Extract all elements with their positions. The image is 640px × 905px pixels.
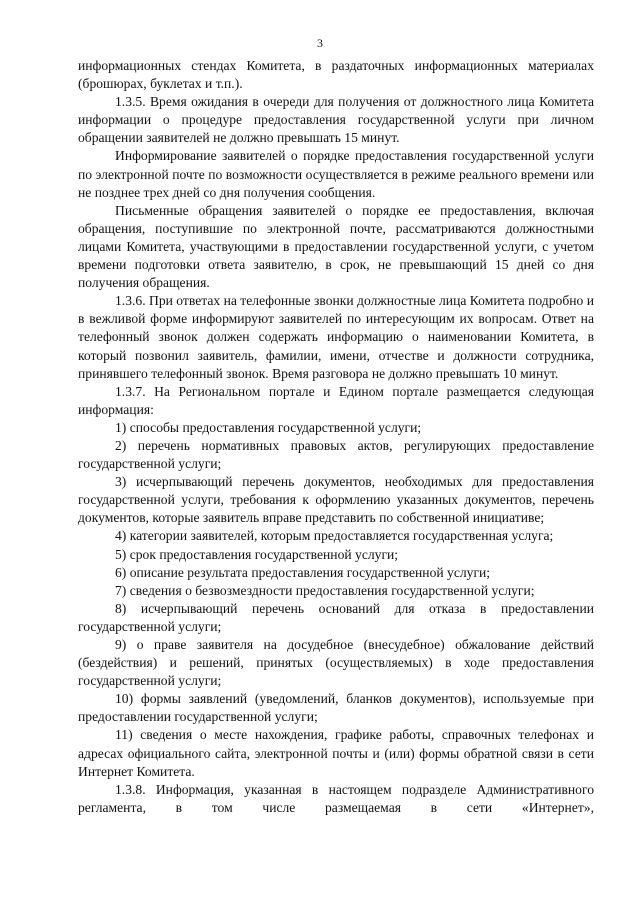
list-item-4: 4) категории заявителей, которым предоставляется государственная услуга; (115, 528, 554, 544)
list-item-1: 1) способы предоставления государственной услуги; (115, 419, 422, 435)
paragraph-1-3-8: 1.3.8. Информация, указанная в настоящем подразделе Административного регламента, в том числе размещаемая в сети «Интернет», (78, 781, 594, 815)
list-item-5: 5) срок предоставления государственной услуги; (115, 546, 399, 562)
list-item-2: 2) перечень нормативных правовых актов, регулирующих предоставление государственной услуги; (78, 437, 594, 472)
list-item-6: 6) описание результата предоставления государственной услуги; (115, 564, 491, 580)
list-item-11: 11) сведения о месте нахождения, графике работы, справочных телефонах и адресах официального сайта, электронной почты и (или) формы обратной связи в сети Интернет Комитета. (78, 727, 594, 779)
document-body (78, 57, 594, 817)
paragraph-1-3-7: 1.3.7. На Региональном портале и Едином портале размещается следующая информация: (78, 383, 594, 417)
list-item-9: 9) о праве заявителя на досудебное (внесудебное) обжалование действий (бездействия) и решений, принятых (осуществляемых) в ходе предоставления государственной услуги; (78, 637, 594, 689)
paragraph-email-informing: Информирование заявителей о порядке предоставления государственной услуги по электронной почте по возможности осуществляется в режиме реального времени или не позднее трех дней со дня получения сообщения. (78, 148, 594, 200)
list-item-10: 10) формы заявлений (уведомлений, бланков документов), используемые при предоставлении государственной услуги; (78, 691, 594, 725)
paragraph-1-3-6: 1.3.6. При ответах на телефонные звонки должностные лица Комитета подробно и в вежливой форме информируют заявителей по интересующим их вопросам. Ответ на телефонный звонок должен содержать информацию о наименовании Комитета, в который позвонил заявитель, фамилии, имени, отчестве и должности сотрудника, принявшего телефонный звонок. Время разговора не должно превышать 10 минут. (78, 293, 594, 381)
list-item-7: 7) сведения о безвозмездности предоставления государственной услуги; (115, 582, 535, 598)
paragraph-continuation: информационных стендах Комитета, в раздаточных информационных материалах (брошюрах, буклетах и т.п.). (78, 58, 594, 92)
list-item-8: 8) исчерпывающий перечень оснований для отказа в предоставлении государственной услуги; (78, 600, 594, 634)
list-item-3: 3) исчерпывающий перечень документов, необходимых для предоставления государственной услуги, требования к оформлению указанных документов, перечень документов, которые заявитель вправе представить по собственной инициативе; (78, 474, 594, 526)
page-number: 3 (317, 36, 323, 50)
paragraph-1-3-5: 1.3.5. Время ожидания в очереди для получения от должностного лица Комитета информации о процедуре предоставления государственной услуги при личном обращении заявителей не должно превышать 15 минут. (78, 94, 594, 146)
paragraph-written-requests: Письменные обращения заявителей о порядке ее предоставления, включая обращения, поступившие по электронной почте, рассматриваются должностными лицами Комитета, участвующими в предоставлении государственной услуги, с учетом времени подготовки ответа заявителю, в срок, не превышающий 15 дней со дня получения обращения. (78, 202, 594, 291)
